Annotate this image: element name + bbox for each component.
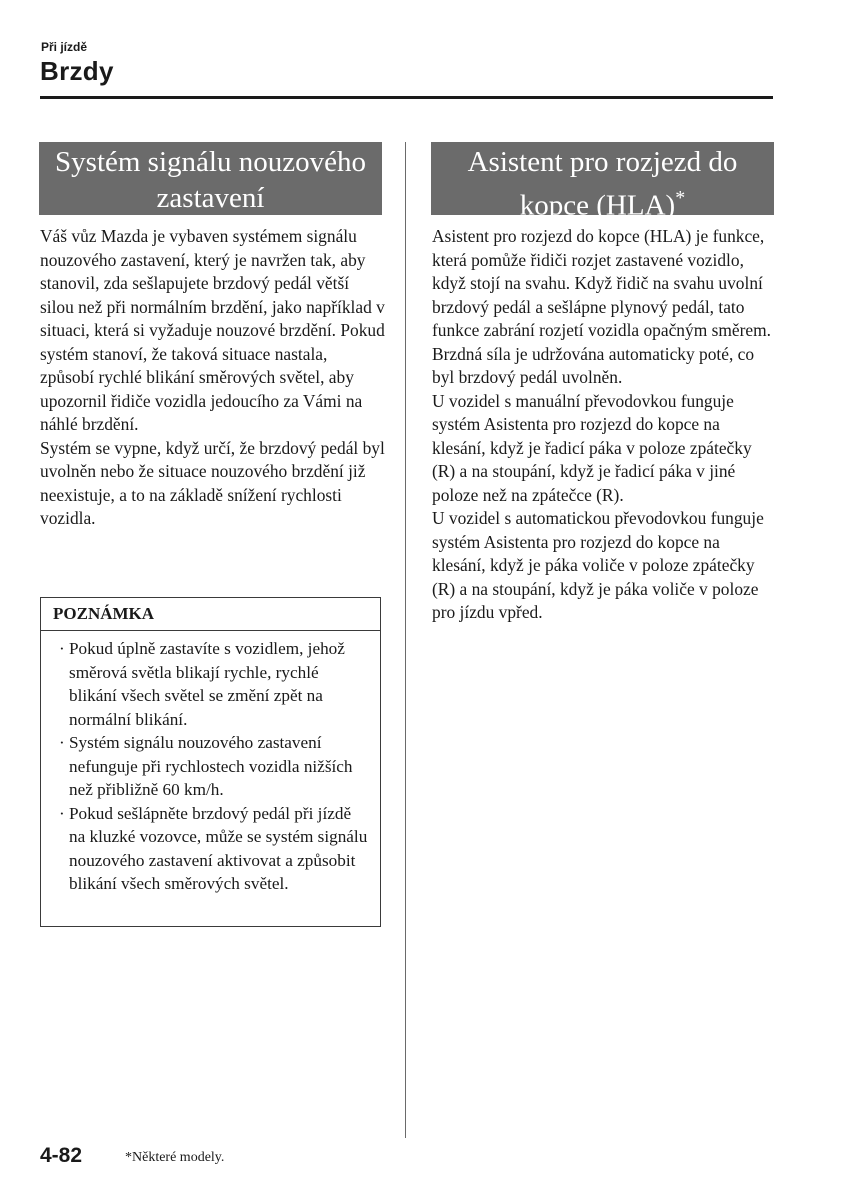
section-kicker: Při jízdě	[41, 40, 88, 54]
note-item: · Pokud sešlápněte brzdový pedál při jízdě na kluzké vozovce, může se systém signálu nouzového zastavení aktivovat a způsobit blikání všech směrových světel.	[59, 802, 368, 896]
hla-paragraph-2: U vozidel s manuální převodovkou funguje systém Asistenta pro rozjezd do kopce na klesání, když je řadicí páka v poloze zpátečky (R) a na stoupání, když je řadicí páka v jiné poloze než na zpátečce (R).	[432, 390, 752, 505]
hla-paragraph-1: Asistent pro rozjezd do kopce (HLA) je funkce, která pomůže řidiči rozjet zastavené vozidlo, když stojí na svahu. Když řidič na svahu uvolní brzdový pedál a sešlápne plynový pedál, tato funkce zabrání rozjetí vozidla opačným směrem. Brzdná síla je udržována automaticky poté, co byl brzdový pedál uvolněn.	[432, 226, 771, 387]
emergency-signal-heading-line2: zastavení	[156, 182, 265, 214]
hla-paragraph-3: U vozidel s automatickou převodovkou funguje systém Asistenta pro rozjezd do kopce na klesání, když je páka voliče v poloze zpátečky (R) a na stoupání, když je páka voliče v poloze pro jízdu vpřed.	[432, 508, 764, 622]
note-list	[41, 631, 380, 896]
emergency-signal-paragraph-1: Váš vůz Mazda je vybaven systémem signálu nouzového zastavení, který je navržen tak, aby stanovil, zda sešlapujete brzdový pedál větší silou než při normálním brzdění, jako například v situaci, která si vyžaduje nouzové brzdění. Pokud systém stanoví, že taková situace nastala, způsobí rychlé blikání směrových světel, aby upozornil řidiče vozidla jedoucího za Vámi na náhlé brzdění.	[40, 226, 385, 434]
header-rule	[40, 96, 773, 99]
hill-launch-assist-heading-line2-wrap	[431, 180, 774, 224]
emergency-signal-body	[40, 225, 385, 531]
hill-launch-assist-body	[432, 225, 777, 625]
hill-launch-assist-heading-line1: Asistent pro rozjezd do	[467, 146, 738, 178]
footnote-mark: *	[675, 187, 686, 209]
hill-launch-assist-heading	[431, 142, 774, 222]
section-title: Brzdy	[40, 56, 114, 86]
note-item: · Systém signálu nouzového zastavení nefunguje při rychlostech vozidla nižších než přibližně 60 km/h.	[59, 731, 368, 802]
note-item: · Pokud úplně zastavíte s vozidlem, jehož směrová světla blikají rychle, rychlé blikání všech světel se změní zpět na normální blikání.	[59, 637, 368, 731]
page-number: 4-82	[40, 1144, 83, 1167]
note-title: POZNÁMKA	[41, 598, 380, 631]
note-box	[40, 597, 381, 927]
emergency-signal-heading-line1: Systém signálu nouzového	[55, 146, 366, 178]
emergency-signal-heading	[39, 142, 382, 215]
hill-launch-assist-heading-line2: kopce (HLA)	[519, 189, 676, 222]
footnote: *Některé modely.	[125, 1150, 225, 1165]
column-divider	[405, 142, 406, 1138]
emergency-signal-paragraph-2: Systém se vypne, když určí, že brzdový pedál byl uvolněn nebo že situace nouzového brzdění již neexistuje, a to na základě snížení rychlosti vozidla.	[40, 437, 385, 528]
